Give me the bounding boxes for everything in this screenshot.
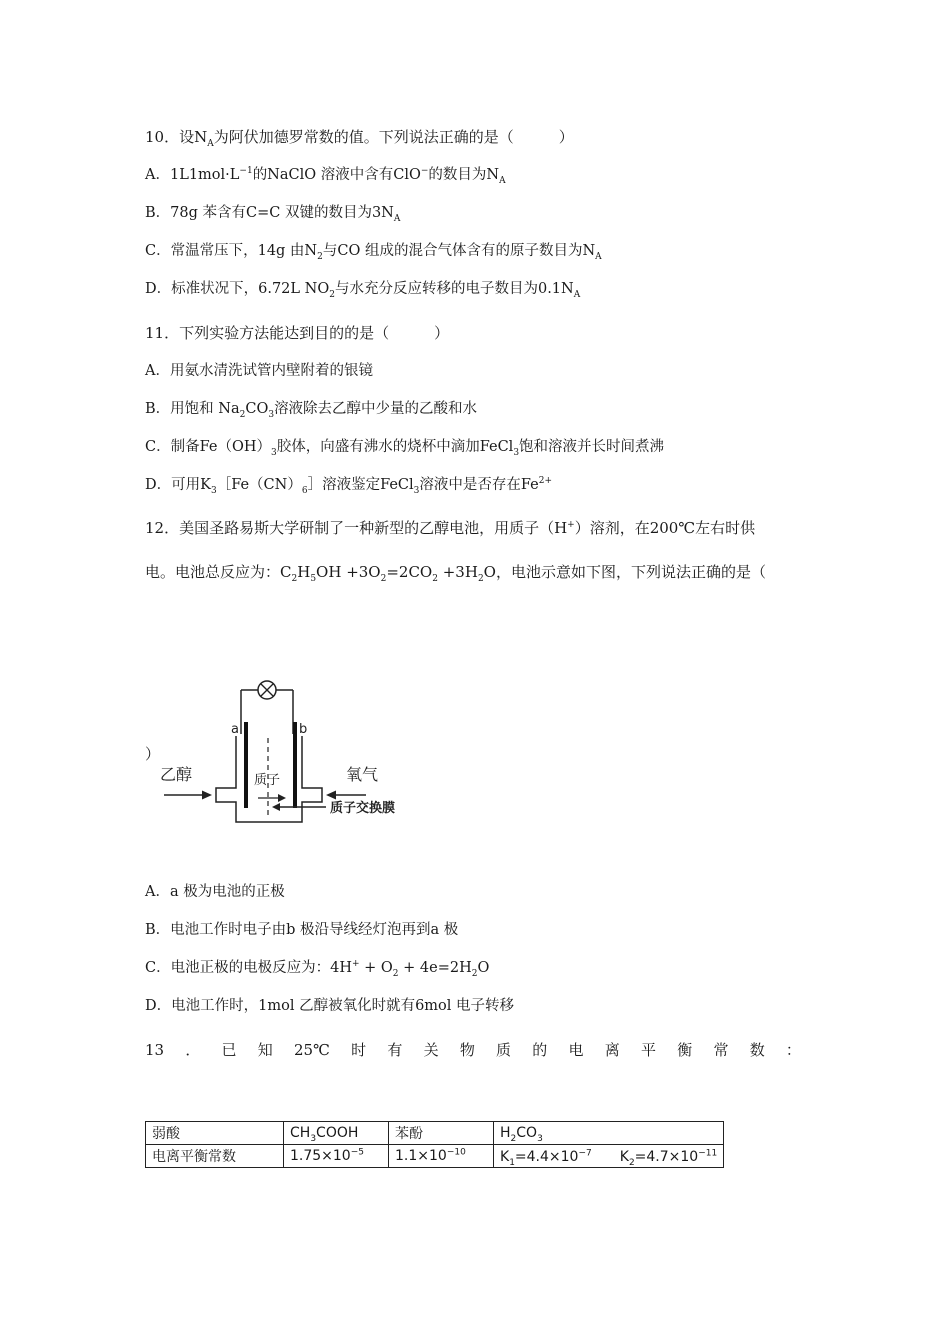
q13-stem-char: 的 xyxy=(532,1041,548,1059)
electrode-b xyxy=(293,722,297,808)
q12-option-d: D．电池工作时，1mol 乙醇被氧化时就有6mol 电子转移 xyxy=(145,998,515,1014)
label-b: b xyxy=(299,722,308,737)
table-cell: $1.1\times 10^{-10}$ xyxy=(389,1145,494,1168)
electrode-a xyxy=(244,722,248,808)
q13-stem-char: 物 xyxy=(459,1041,475,1059)
table-cell: 电离平衡常数 xyxy=(146,1145,284,1168)
q10-option-a: A．$1L1mol\cdot L^{-1}$的NaClO 溶液中含有ClO−的数目为$N_A$ xyxy=(145,166,506,186)
oxygen-inlet-arrow xyxy=(326,791,366,800)
q13-stem-char: 电 xyxy=(568,1041,584,1059)
label-proton: 质子 xyxy=(254,773,281,788)
table-cell: $H_2CO_3$ xyxy=(494,1122,724,1145)
q10-stem: 10．设$N_A$为阿伏加德罗常数的值。下列说法正确的是（ ） xyxy=(145,128,574,149)
q10-option-c: C．常温常压下，14g 由$N_2$与CO 组成的混合气体含有的原子数目为$N_A$ xyxy=(145,243,602,262)
q13-stem-char: ： xyxy=(785,1041,801,1059)
table-cell: $K_1=4.4\times 10^{-7}$ $K_2=4.7\times 10^{-11}$ xyxy=(494,1145,724,1168)
q13-stem-char: 时 xyxy=(351,1041,367,1059)
q11-option-c: C．制备$Fe(OH)_3$胶体，向盛有沸水的烧杯中滴加FeCl$_3$饱和溶液并长时间煮沸 xyxy=(145,439,665,458)
q11-option-a: A．用氨水清洗试管内壁附着的银镜 xyxy=(145,363,373,379)
q13-stem-char: 关 xyxy=(423,1041,439,1059)
q10-option-d: D．标准状况下，6.72L $NO_2$与水充分反应转移的电子数目为$0.1N_A$ xyxy=(145,281,581,300)
label-a: a xyxy=(231,722,239,737)
membrane-pointer xyxy=(272,803,326,811)
table-cell: 苯酚 xyxy=(389,1122,494,1145)
q11-option-d: D．可用$K_3[Fe(CN)_6]$溶液鉴定FeCl$_3$溶液中是否存在$Fe^{2+}$ xyxy=(145,476,553,496)
q13-stem xyxy=(145,1040,801,1060)
table-row xyxy=(146,1145,724,1168)
ethanol-cell-diagram xyxy=(140,676,430,836)
q12-stem-close: ） xyxy=(145,745,161,763)
q13-stem-char: 25℃ xyxy=(294,1041,330,1059)
q12-option-a: A．a 极为电池的正极 xyxy=(145,884,285,900)
q13-stem-char: 知 xyxy=(257,1041,273,1059)
proton-arrow xyxy=(258,794,286,802)
table-cell: $CH_3COOH$ xyxy=(284,1122,389,1145)
q13-stem-char: 离 xyxy=(604,1041,620,1059)
table-row xyxy=(146,1122,724,1145)
q10-option-b: B．78g 苯含有C=C 双键的数目为$3N_A$ xyxy=(145,205,401,224)
q12-option-c: C．电池正极的电极反应为：$4H^+ + O_2 + 4e=2H_2O$ xyxy=(145,959,490,979)
table-cell: $1.75\times 10^{-5}$ xyxy=(284,1145,389,1168)
q13-stem-char: 已 xyxy=(221,1041,237,1059)
q13-stem-char: ． xyxy=(185,1041,201,1059)
label-membrane: 质子交换膜 xyxy=(330,801,396,816)
q12-stem-line1: 12．美国圣路易斯大学研制了一种新型的乙醇电池，用质子（H+）溶剂，在200℃左右时供 xyxy=(145,519,756,537)
q13-stem-char: 衡 xyxy=(677,1041,693,1059)
q11-stem: 11．下列实验方法能达到目的的是（ ） xyxy=(145,324,450,342)
q12-stem-line2: 电。电池总反应为：$C_2H_5OH +3O_2=2CO_2 +3H_2O$，电池示意如下图，下列说法正确的是（ xyxy=(145,563,766,584)
ionization-constant-table xyxy=(145,1121,724,1168)
q13-stem-char: 13 xyxy=(145,1041,165,1059)
label-ethanol: 乙醇 xyxy=(160,765,193,784)
table-cell: 弱酸 xyxy=(146,1122,284,1145)
q11-option-b: B．用饱和 $Na_2CO_3$溶液除去乙醇中少量的乙酸和水 xyxy=(145,401,478,420)
ethanol-inlet-arrow xyxy=(164,791,212,800)
q13-stem-char: 质 xyxy=(496,1041,512,1059)
q13-stem-char: 有 xyxy=(387,1041,403,1059)
q12-option-b: B．电池工作时电子由b 极沿导线经灯泡再到a 极 xyxy=(145,922,459,938)
label-oxygen: 氧气 xyxy=(346,765,379,784)
q13-stem-char: 数 xyxy=(749,1041,765,1059)
q13-stem-char: 常 xyxy=(713,1041,729,1059)
bulb-icon xyxy=(258,681,276,699)
q13-stem-char: 平 xyxy=(640,1041,656,1059)
